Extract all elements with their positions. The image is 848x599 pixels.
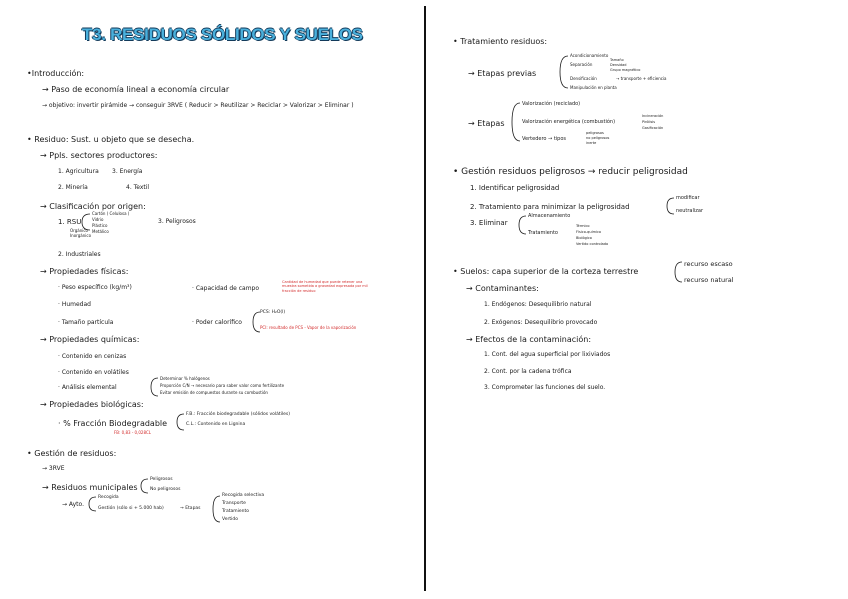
municipales-label: → Residuos municipales xyxy=(42,483,138,492)
suelos-heading: • Suelos: capa superior de la corteza terrestre xyxy=(453,267,639,276)
suelos-sub: recurso escaso xyxy=(684,260,733,268)
sector-item: 3. Energía xyxy=(112,168,143,175)
etapas-brace-icon xyxy=(210,494,222,524)
fisica-item: · Humedad xyxy=(58,301,91,308)
rsu-sub: Inorgánico xyxy=(70,233,92,238)
pcs-label: PCS: H₂O(l) xyxy=(260,310,286,315)
eliminar-sub: Tratamiento xyxy=(528,230,558,236)
previas-sub: Densificación xyxy=(570,76,597,81)
energetica-sub: Gasificación xyxy=(642,126,664,130)
eliminar-sub: Almacenamiento xyxy=(528,213,571,219)
etapas-sub: Tratamiento xyxy=(222,509,249,514)
rsu-sub: Plástico xyxy=(92,223,108,228)
pci-label: PCI: resultado de PCS - Vapor de la vaporización xyxy=(260,325,357,330)
tratamiento-tipo: Vertido controlado xyxy=(576,242,609,246)
contaminante-item: 1. Endógenos: Desequilibrio natural xyxy=(484,301,592,308)
peligrosos-heading: • Gestión residuos peligrosos → reducir peligrosidad xyxy=(453,167,688,177)
gestion-heading: • Gestión de residuos: xyxy=(27,449,117,458)
fraccion-sub: C.L.: Contenido en Lignina xyxy=(186,422,246,427)
suelos-brace-icon xyxy=(672,260,684,284)
quimica-item: · Contenido en cenizas xyxy=(58,353,127,360)
tipos-sub: peligrosos xyxy=(586,131,604,135)
previas-brace-icon xyxy=(556,54,570,90)
analisis-sub: Evitar emisión de compuestos durante su combustión xyxy=(160,390,268,395)
etapas-sub: Recogida selectiva xyxy=(222,493,265,498)
peligrosos-label: 3. Peligrosos xyxy=(158,218,196,225)
rsu-sub: Metálico xyxy=(92,229,109,234)
biologicas-heading: → Propiedades biológicas: xyxy=(40,400,144,409)
ayto-brace-icon xyxy=(86,495,98,513)
capacidad-label: · Capacidad de campo xyxy=(192,285,260,292)
column-divider xyxy=(424,6,426,591)
quimica-item: · Contenido en volátiles xyxy=(58,369,129,376)
efecto-item: 1. Cont. del agua superficial por lixiviados xyxy=(484,351,611,358)
etapas-label: → Etapas xyxy=(180,506,201,511)
previas-sub: Separación xyxy=(570,62,593,67)
gestion-3rve: → 3RVE xyxy=(42,465,65,472)
municipales-sub: Peligrosos xyxy=(150,477,173,482)
tratamiento-tipo: Biológico xyxy=(576,236,592,240)
industriales-label: 2. Industriales xyxy=(58,251,101,258)
page-title: T3. RESIDUOS SÓLIDOS Y SUELOS xyxy=(82,25,363,44)
fisica-item: · Peso específico (kg/m³) xyxy=(58,284,132,291)
tratamiento-heading: • Tratamiento residuos: xyxy=(453,37,548,46)
tratamiento-sub: neutralizar xyxy=(676,208,704,214)
tipos-sub: no peligrosos xyxy=(586,136,610,140)
efecto-item: 2. Cont. por la cadena trófica xyxy=(484,368,572,375)
sector-item: 2. Minería xyxy=(58,184,88,191)
fraccion-formula: FB: 0,83 - 0,028CL xyxy=(114,430,152,435)
etapas-sub: Valorización energética (combustión) xyxy=(522,119,616,125)
densif-note: → transporte + eficiencia xyxy=(616,76,667,81)
rsu-sub: Orgánico xyxy=(70,228,89,233)
peligrosos-step: 1. Identificar peligrosidad xyxy=(470,184,560,192)
clasif-heading: → Clasificación por origen: xyxy=(40,202,146,211)
etapas-sub: Transporte xyxy=(222,501,246,506)
rsu-sub: Cartón ( Celulosa ) xyxy=(92,211,130,216)
intro-line-2: → objetivo: invertir pirámide → conseguir 3RVE ( Reducir > Reutilizar > Reciclar > Valorizar > Eliminar ) xyxy=(42,102,354,109)
etapas-label: → Etapas xyxy=(468,119,505,128)
separacion-sub: Tamaño xyxy=(610,58,624,62)
tratamiento-sub: modificar xyxy=(676,195,700,201)
tratamiento-tipo: Físico-químico xyxy=(576,230,602,234)
efecto-item: 3. Comprometer las funciones del suelo. xyxy=(484,384,606,391)
quimica-item: · Análisis elemental xyxy=(58,384,117,391)
ayto-sub: Recogida xyxy=(98,495,119,500)
etapas-sub: Vertedero → tipos xyxy=(522,136,567,142)
etapas-brace-icon xyxy=(508,101,522,143)
municipales-sub: No peligrosos xyxy=(150,487,181,492)
fisica-item: · Tamaño partícula xyxy=(58,319,114,326)
analisis-brace-icon xyxy=(148,376,160,398)
etapas-sub: Valorización (reciclado) xyxy=(522,101,581,107)
contaminantes-heading: → Contaminantes: xyxy=(466,284,539,293)
previas-label: → Etapas previas xyxy=(468,69,537,78)
municipales-brace-icon xyxy=(138,477,150,495)
previas-sub: Manipulación en planta xyxy=(570,85,617,90)
tipos-sub: inerte xyxy=(586,141,597,145)
fraccion-brace-icon xyxy=(174,412,186,432)
separacion-sub: Grupo magnético xyxy=(610,68,641,72)
fisicas-heading: → Propiedades físicas: xyxy=(40,267,129,276)
sectores-heading: → Ppls. sectores productores: xyxy=(40,151,158,160)
ayto-label: → Ayto. xyxy=(62,501,85,508)
fraccion-sub: F.B.: Fracción biodegradable (sólidos volátiles) xyxy=(186,412,291,417)
energetica-sub: Incineración xyxy=(642,114,664,118)
analisis-sub: Determinar % halógenos xyxy=(160,376,210,381)
sector-item: 1. Agricultura xyxy=(58,168,99,175)
peligrosos-step: 2. Tratamiento para minimizar la peligrosidad xyxy=(470,203,630,211)
sector-item: 4. Textil xyxy=(126,184,150,191)
analisis-sub: Proporción C/N → necesario para saber valor como fertilizante xyxy=(160,383,285,388)
intro-heading: •Introducción: xyxy=(27,69,85,78)
poder-label: · Poder calorífico xyxy=(192,319,242,326)
separacion-sub: Densidad xyxy=(610,63,627,67)
rsu-label: 1. RSU xyxy=(58,218,82,226)
previas-sub: Acondicionamiento xyxy=(570,53,609,58)
peligrosos-step: 3. Eliminar xyxy=(470,219,508,227)
eliminar-brace-icon xyxy=(516,214,528,236)
quimicas-heading: → Propiedades químicas: xyxy=(40,335,140,344)
suelos-sub: recurso natural xyxy=(684,276,734,284)
contaminante-item: 2. Exógenos: Desequilibrio provocado xyxy=(484,319,598,326)
residuo-heading: • Residuo: Sust. u objeto que se desecha. xyxy=(27,135,195,144)
fraccion-label: · % Fracción Biodegradable xyxy=(58,419,168,428)
ayto-sub: Gestión (sólo si + 5.000 hab) xyxy=(98,506,164,511)
intro-line-1: → Paso de economía lineal a economía circular xyxy=(42,85,230,94)
efectos-heading: → Efectos de la contaminación: xyxy=(466,335,592,344)
rsu-sub: Vidrio xyxy=(92,217,104,222)
tratamiento-tipo: Térmico xyxy=(576,224,590,228)
energetica-sub: Pirólisis xyxy=(642,120,656,124)
etapas-sub: Vertido xyxy=(222,517,238,522)
tratamiento-brace-icon xyxy=(664,196,676,216)
capacidad-note: Cantidad de humedad que puede retener una muestra sometida a gravedad expresada por mil fracción de residuo xyxy=(282,280,368,293)
